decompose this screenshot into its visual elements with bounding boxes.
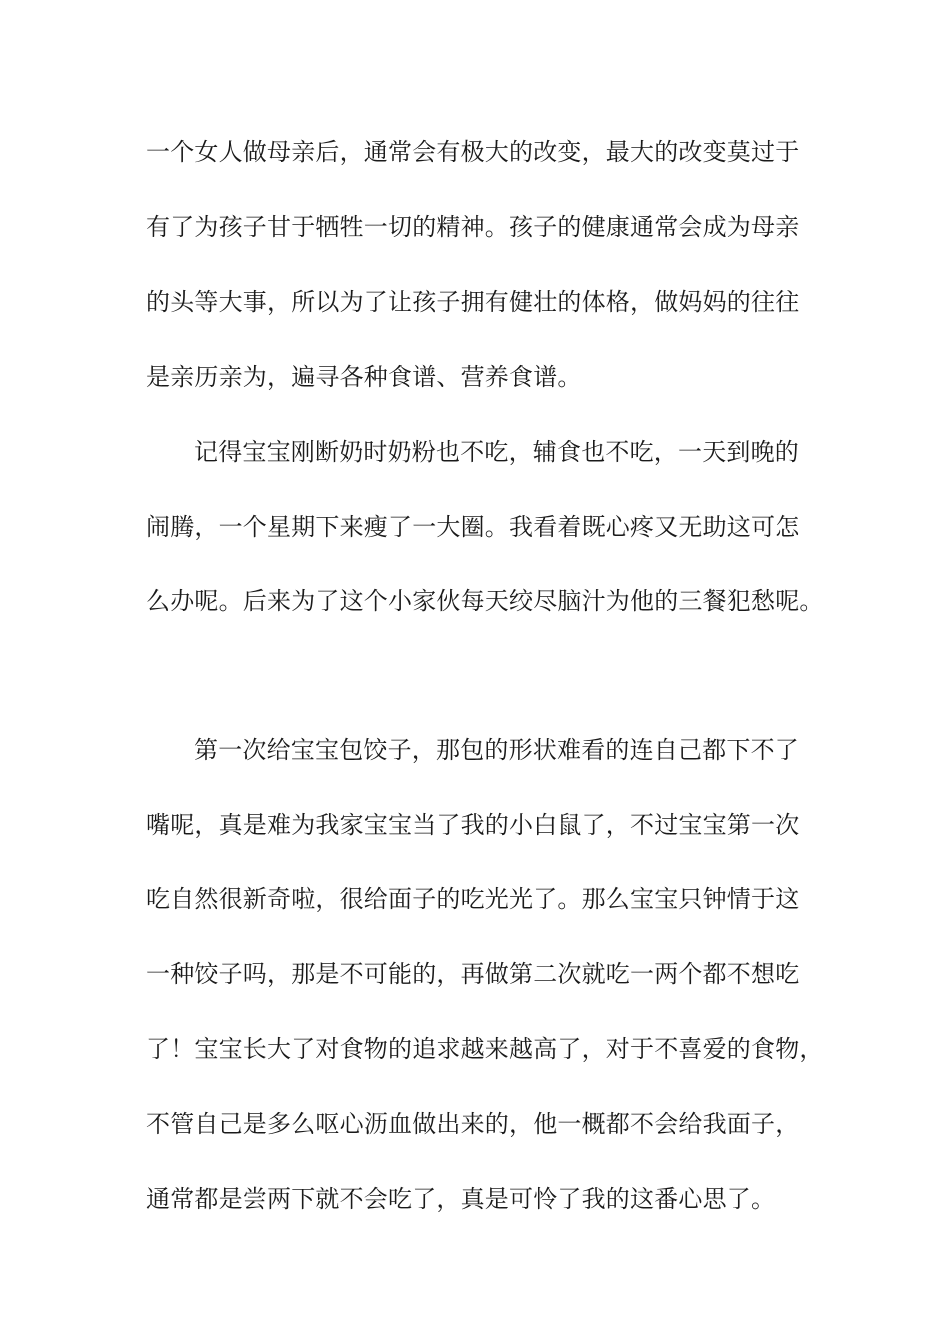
paragraph-1-line-3: 的头等大事，所以为了让孩子拥有健壮的体格，做妈妈的往往 <box>146 288 800 316</box>
paragraph-2-line-3: 么办呢。后来为了这个小家伙每天绞尽脑汁为他的三餐犯愁呢。 <box>146 587 824 615</box>
paragraph-1-line-4: 是亲历亲为，遍寻各种食谱、营养食谱。 <box>146 363 582 391</box>
paragraph-3-line-4: 一种饺子吗，那是不可能的，再做第二次就吃一两个都不想吃 <box>146 960 800 988</box>
paragraph-1-line-1: 一个女人做母亲后，通常会有极大的改变，最大的改变莫过于 <box>146 138 800 166</box>
paragraph-3-line-2: 嘴呢，真是难为我家宝宝当了我的小白鼠了，不过宝宝第一次 <box>146 811 800 839</box>
paragraph-1-line-2: 有了为孩子甘于牺牲一切的精神。孩子的健康通常会成为母亲 <box>146 213 800 241</box>
paragraph-3-line-1: 第一次给宝宝包饺子，那包的形状难看的连自己都下不了 <box>194 736 799 764</box>
paragraph-3-line-3: 吃自然很新奇啦，很给面子的吃光光了。那么宝宝只钟情于这 <box>146 885 800 913</box>
paragraph-3-line-6: 不管自己是多么呕心沥血做出来的，他一概都不会给我面子， <box>146 1110 800 1138</box>
paragraph-2-line-1: 记得宝宝刚断奶时奶粉也不吃，辅食也不吃，一天到晚的 <box>194 438 799 466</box>
paragraph-3-line-7: 通常都是尝两下就不会吃了，真是可怜了我的这番心思了。 <box>146 1185 776 1213</box>
paragraph-2-line-2: 闹腾，一个星期下来瘦了一大圈。我看着既心疼又无助这可怎 <box>146 513 800 541</box>
paragraph-3-line-5: 了！宝宝长大了对食物的追求越来越高了，对于不喜爱的食物， <box>146 1035 824 1063</box>
